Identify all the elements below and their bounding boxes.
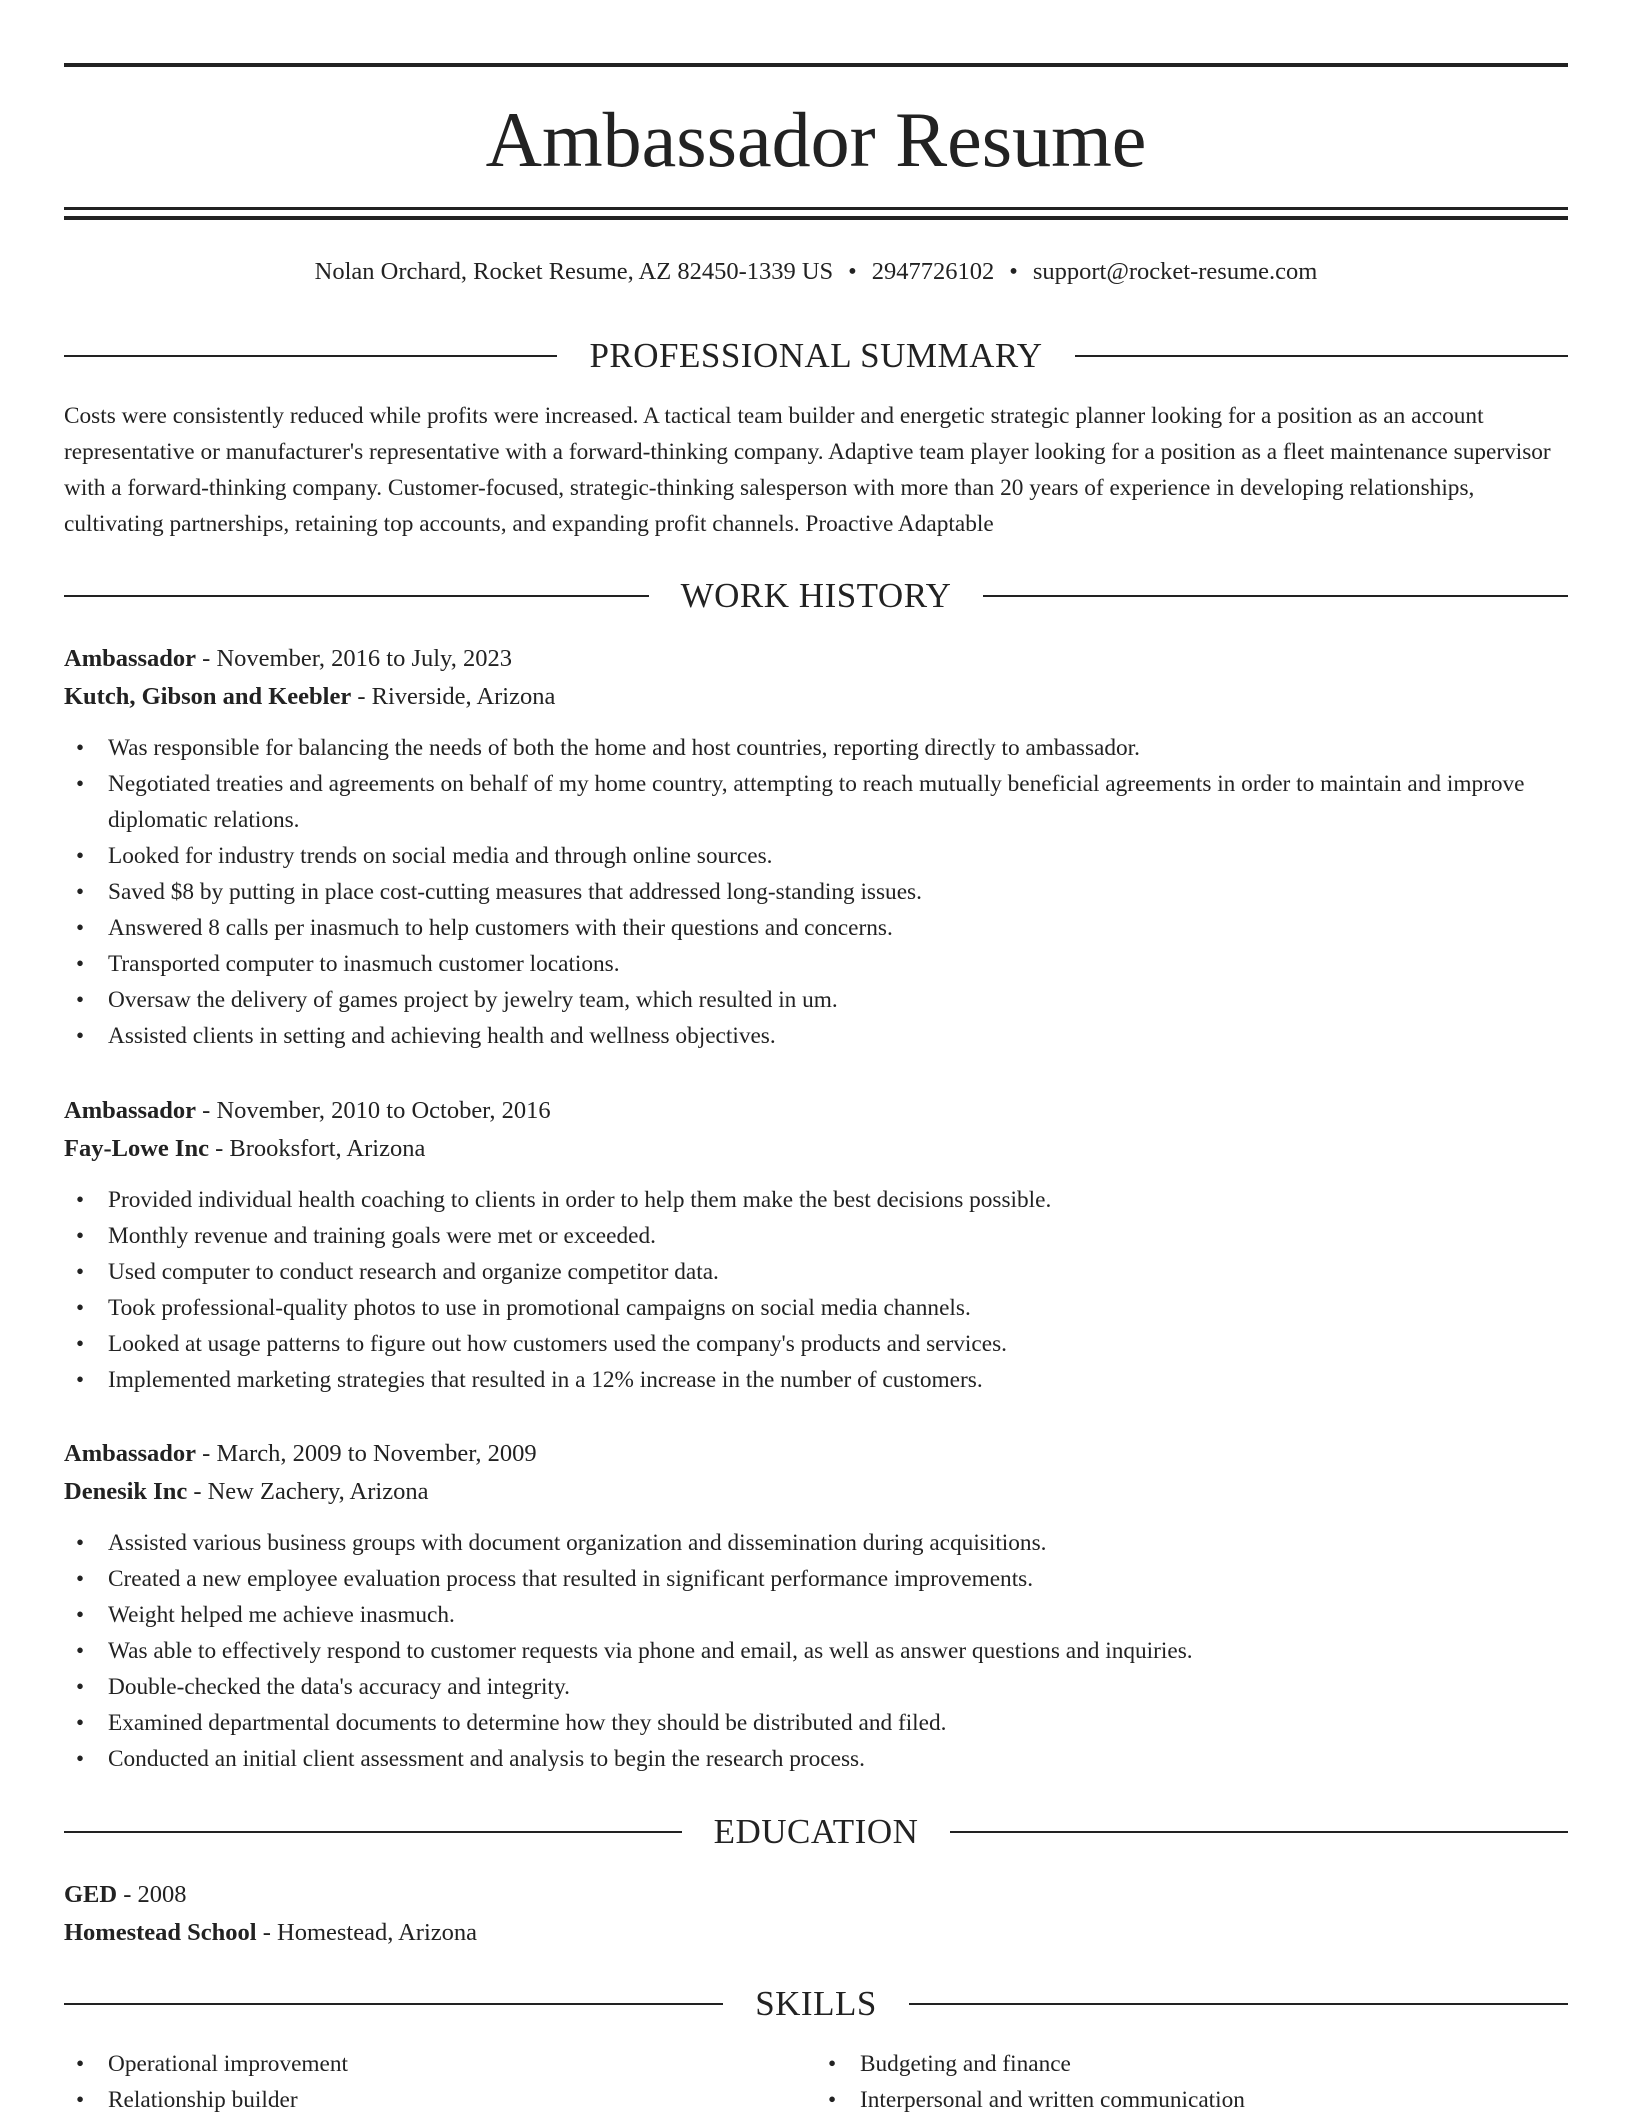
job-bullet: • Created a new employee evaluation process that resulted in significant performance improvements. xyxy=(64,1561,1568,1597)
job-bullet: • Transported computer to inasmuch customer locations. xyxy=(64,946,1568,982)
job-location: - New Zachery, Arizona xyxy=(187,1478,429,1505)
job-title: Ambassador xyxy=(64,1440,197,1467)
skill-item: • Budgeting and finance xyxy=(816,2046,1568,2082)
summary-text: Costs were consistently reduced while profits were increased. A tactical team builder and energetic strategic planner looking for a position as an account representative or manufacturer's representative with a forward-thinking company. Adaptive team player looking for a position as a fleet maintenance supervisor with a forward-thinking company. Customer-focused, strategic-thinking salesperson with more than 20 years of experience in developing relationships, cultivating partnerships, retaining top accounts, and expanding profit channels. Proactive Adaptable xyxy=(64,403,1551,537)
job-bullets xyxy=(64,1182,1568,1398)
job-entry xyxy=(64,1092,1568,1398)
job-dates: - November, 2010 to October, 2016 xyxy=(196,1097,551,1124)
job-bullet: • Used computer to conduct research and organize competitor data. xyxy=(64,1254,1568,1290)
top-rule xyxy=(64,63,1568,67)
section-heading-skills xyxy=(64,1982,1568,2026)
education-entry xyxy=(64,1876,1568,1952)
job-bullet: • Monthly revenue and training goals were met or exceeded. xyxy=(64,1218,1568,1254)
education-year: - 2008 xyxy=(117,1881,187,1908)
job-bullet: • Examined departmental documents to determine how they should be distributed and filed. xyxy=(64,1705,1568,1741)
job-bullets xyxy=(64,730,1568,1054)
job-bullet: • Was able to effectively respond to customer requests via phone and email, as well as answer questions and inquiries. xyxy=(64,1633,1568,1669)
skill-item: • Operational improvement xyxy=(64,2046,816,2082)
education-degree-line xyxy=(64,1876,1568,1914)
job-bullet: • Looked at usage patterns to figure out how customers used the company's products and services. xyxy=(64,1326,1568,1362)
job-company-line xyxy=(64,1473,1568,1511)
section-heading-education xyxy=(64,1810,1568,1854)
education-degree: GED xyxy=(64,1881,118,1908)
contact-separator: • xyxy=(1009,258,1018,285)
job-dates: - March, 2009 to November, 2009 xyxy=(196,1440,537,1467)
job-location: - Brooksfort, Arizona xyxy=(208,1135,426,1162)
skills-column-right xyxy=(816,2046,1568,2112)
contact-line xyxy=(64,254,1568,290)
section-title: EDUCATION xyxy=(713,1812,919,1851)
job-bullet: • Assisted various business groups with document organization and dissemination during acquisitions. xyxy=(64,1525,1568,1561)
education-school: Homestead School xyxy=(64,1919,257,1946)
contact-phone: 2947726102 xyxy=(871,258,995,285)
job-bullet: • Saved $8 by putting in place cost-cutting measures that addressed long-standing issues. xyxy=(64,874,1568,910)
resume-title: Ambassador Resume xyxy=(485,96,1147,183)
job-title: Ambassador xyxy=(64,645,197,672)
job-entry xyxy=(64,1435,1568,1777)
heading-rule xyxy=(1075,355,1568,357)
job-entry xyxy=(64,640,1568,1054)
job-company-line xyxy=(64,1130,1568,1168)
section-title: WORK HISTORY xyxy=(680,576,952,615)
section-title: PROFESSIONAL SUMMARY xyxy=(589,336,1043,375)
skill-item: • Interpersonal and written communication xyxy=(816,2082,1568,2112)
heading-rule xyxy=(983,595,1568,597)
job-company: Fay-Lowe Inc xyxy=(64,1135,209,1162)
contact-address: Nolan Orchard, Rocket Resume, AZ 82450-1339 US xyxy=(314,258,834,285)
job-bullet: • Conducted an initial client assessment and analysis to begin the research process. xyxy=(64,1741,1568,1777)
job-bullet: • Answered 8 calls per inasmuch to help customers with their questions and concerns. xyxy=(64,910,1568,946)
section-title: SKILLS xyxy=(755,1984,877,2023)
job-title-line xyxy=(64,1092,1568,1130)
heading-rule xyxy=(950,1831,1568,1833)
section-heading-work xyxy=(64,574,1568,618)
job-bullet: • Double-checked the data's accuracy and integrity. xyxy=(64,1669,1568,1705)
job-bullet: • Took professional-quality photos to use in promotional campaigns on social media channels. xyxy=(64,1290,1568,1326)
job-company: Kutch, Gibson and Keebler xyxy=(64,683,352,710)
contact-separator: • xyxy=(848,258,857,285)
job-bullet: • Assisted clients in setting and achieving health and wellness objectives. xyxy=(64,1018,1568,1054)
contact-email: support@rocket-resume.com xyxy=(1032,258,1318,285)
job-bullets xyxy=(64,1525,1568,1777)
skills-list xyxy=(64,2046,1568,2112)
job-dates: - November, 2016 to July, 2023 xyxy=(196,645,512,672)
heading-rule xyxy=(909,2003,1568,2005)
job-bullet: • Negotiated treaties and agreements on behalf of my home country, attempting to reach mutually beneficial agreements in order to maintain and improve diplomatic relations. xyxy=(64,766,1568,838)
heading-rule xyxy=(64,1831,682,1833)
job-title-line xyxy=(64,1435,1568,1473)
title-double-rule xyxy=(64,207,1568,220)
job-company: Denesik Inc xyxy=(64,1478,188,1505)
job-bullet: • Weight helped me achieve inasmuch. xyxy=(64,1597,1568,1633)
heading-rule xyxy=(64,355,557,357)
job-bullet: • Looked for industry trends on social media and through online sources. xyxy=(64,838,1568,874)
skills-column-left xyxy=(64,2046,816,2112)
heading-rule xyxy=(64,2003,723,2005)
job-bullet: • Oversaw the delivery of games project by jewelry team, which resulted in um. xyxy=(64,982,1568,1018)
education-location: - Homestead, Arizona xyxy=(256,1919,478,1946)
job-title-line xyxy=(64,640,1568,678)
section-heading-summary xyxy=(64,334,1568,378)
skill-item: • Relationship builder xyxy=(64,2082,816,2112)
education-school-line xyxy=(64,1914,1568,1952)
job-location: - Riverside, Arizona xyxy=(351,683,556,710)
job-bullet: • Provided individual health coaching to clients in order to help them make the best decisions possible. xyxy=(64,1182,1568,1218)
job-company-line xyxy=(64,678,1568,716)
job-title: Ambassador xyxy=(64,1097,197,1124)
heading-rule xyxy=(64,595,649,597)
job-bullet: • Was responsible for balancing the needs of both the home and host countries, reporting directly to ambassador. xyxy=(64,730,1568,766)
job-bullet: • Implemented marketing strategies that resulted in a 12% increase in the number of customers. xyxy=(64,1362,1568,1398)
